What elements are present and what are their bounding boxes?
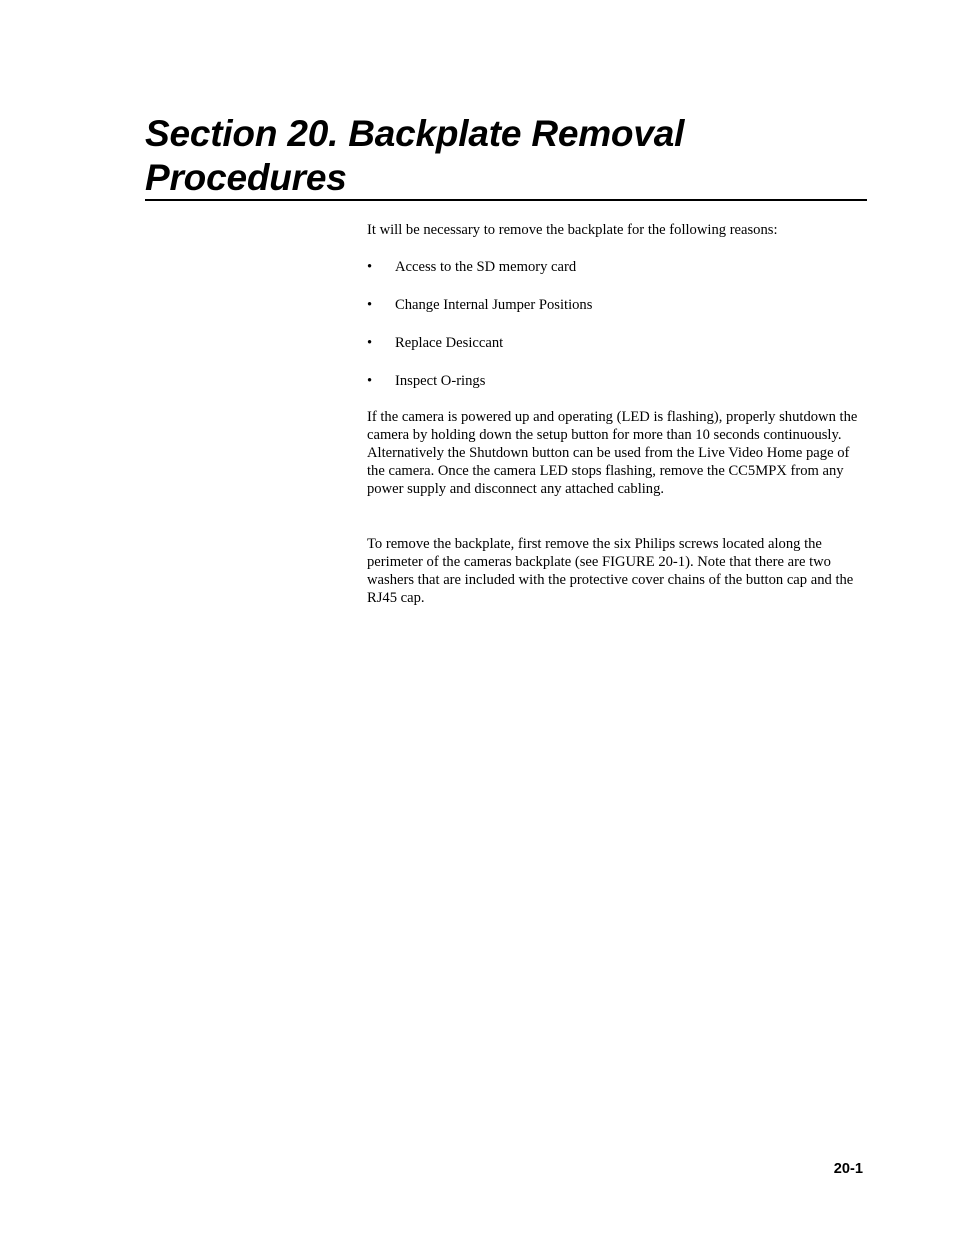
list-item-text: Inspect O-rings xyxy=(395,373,486,389)
bullet-icon: • xyxy=(367,335,373,351)
page-number: 20-1 xyxy=(833,1161,863,1177)
page-title: Section 20. Backplate Removal Procedures xyxy=(145,113,685,198)
backplate-paragraph: To remove the backplate, first remove the six Philips screws located along the perimeter of the cameras backplate (see FIGURE 20-1). Note that there are two washers that are included with the protective cover chains of the button cap and the RJ45 cap. xyxy=(367,536,854,606)
list-item-text: Change Internal Jumper Positions xyxy=(395,297,593,313)
intro-paragraph: It will be necessary to remove the backplate for the following reasons: xyxy=(367,222,778,238)
bullet-icon: • xyxy=(367,297,373,313)
list-item xyxy=(367,258,867,276)
bullet-icon: • xyxy=(367,373,373,389)
bullet-icon: • xyxy=(367,259,373,275)
list-item xyxy=(367,372,867,390)
list-item xyxy=(367,334,867,352)
reasons-list xyxy=(367,258,867,410)
list-item-text: Access to the SD memory card xyxy=(395,259,577,275)
list-item xyxy=(367,296,867,314)
shutdown-paragraph: If the camera is powered up and operating (LED is flashing), properly shutdown the camera by holding down the setup button for more than 10 seconds continuously. Alternatively the Shutdown button can be used from the Live Video Home page of the camera. Once the camera LED stops flashing, remove the CC5MPX from any power supply and disconnect any attached cabling. xyxy=(367,409,858,497)
title-divider xyxy=(145,199,867,201)
list-item-text: Replace Desiccant xyxy=(395,335,504,351)
